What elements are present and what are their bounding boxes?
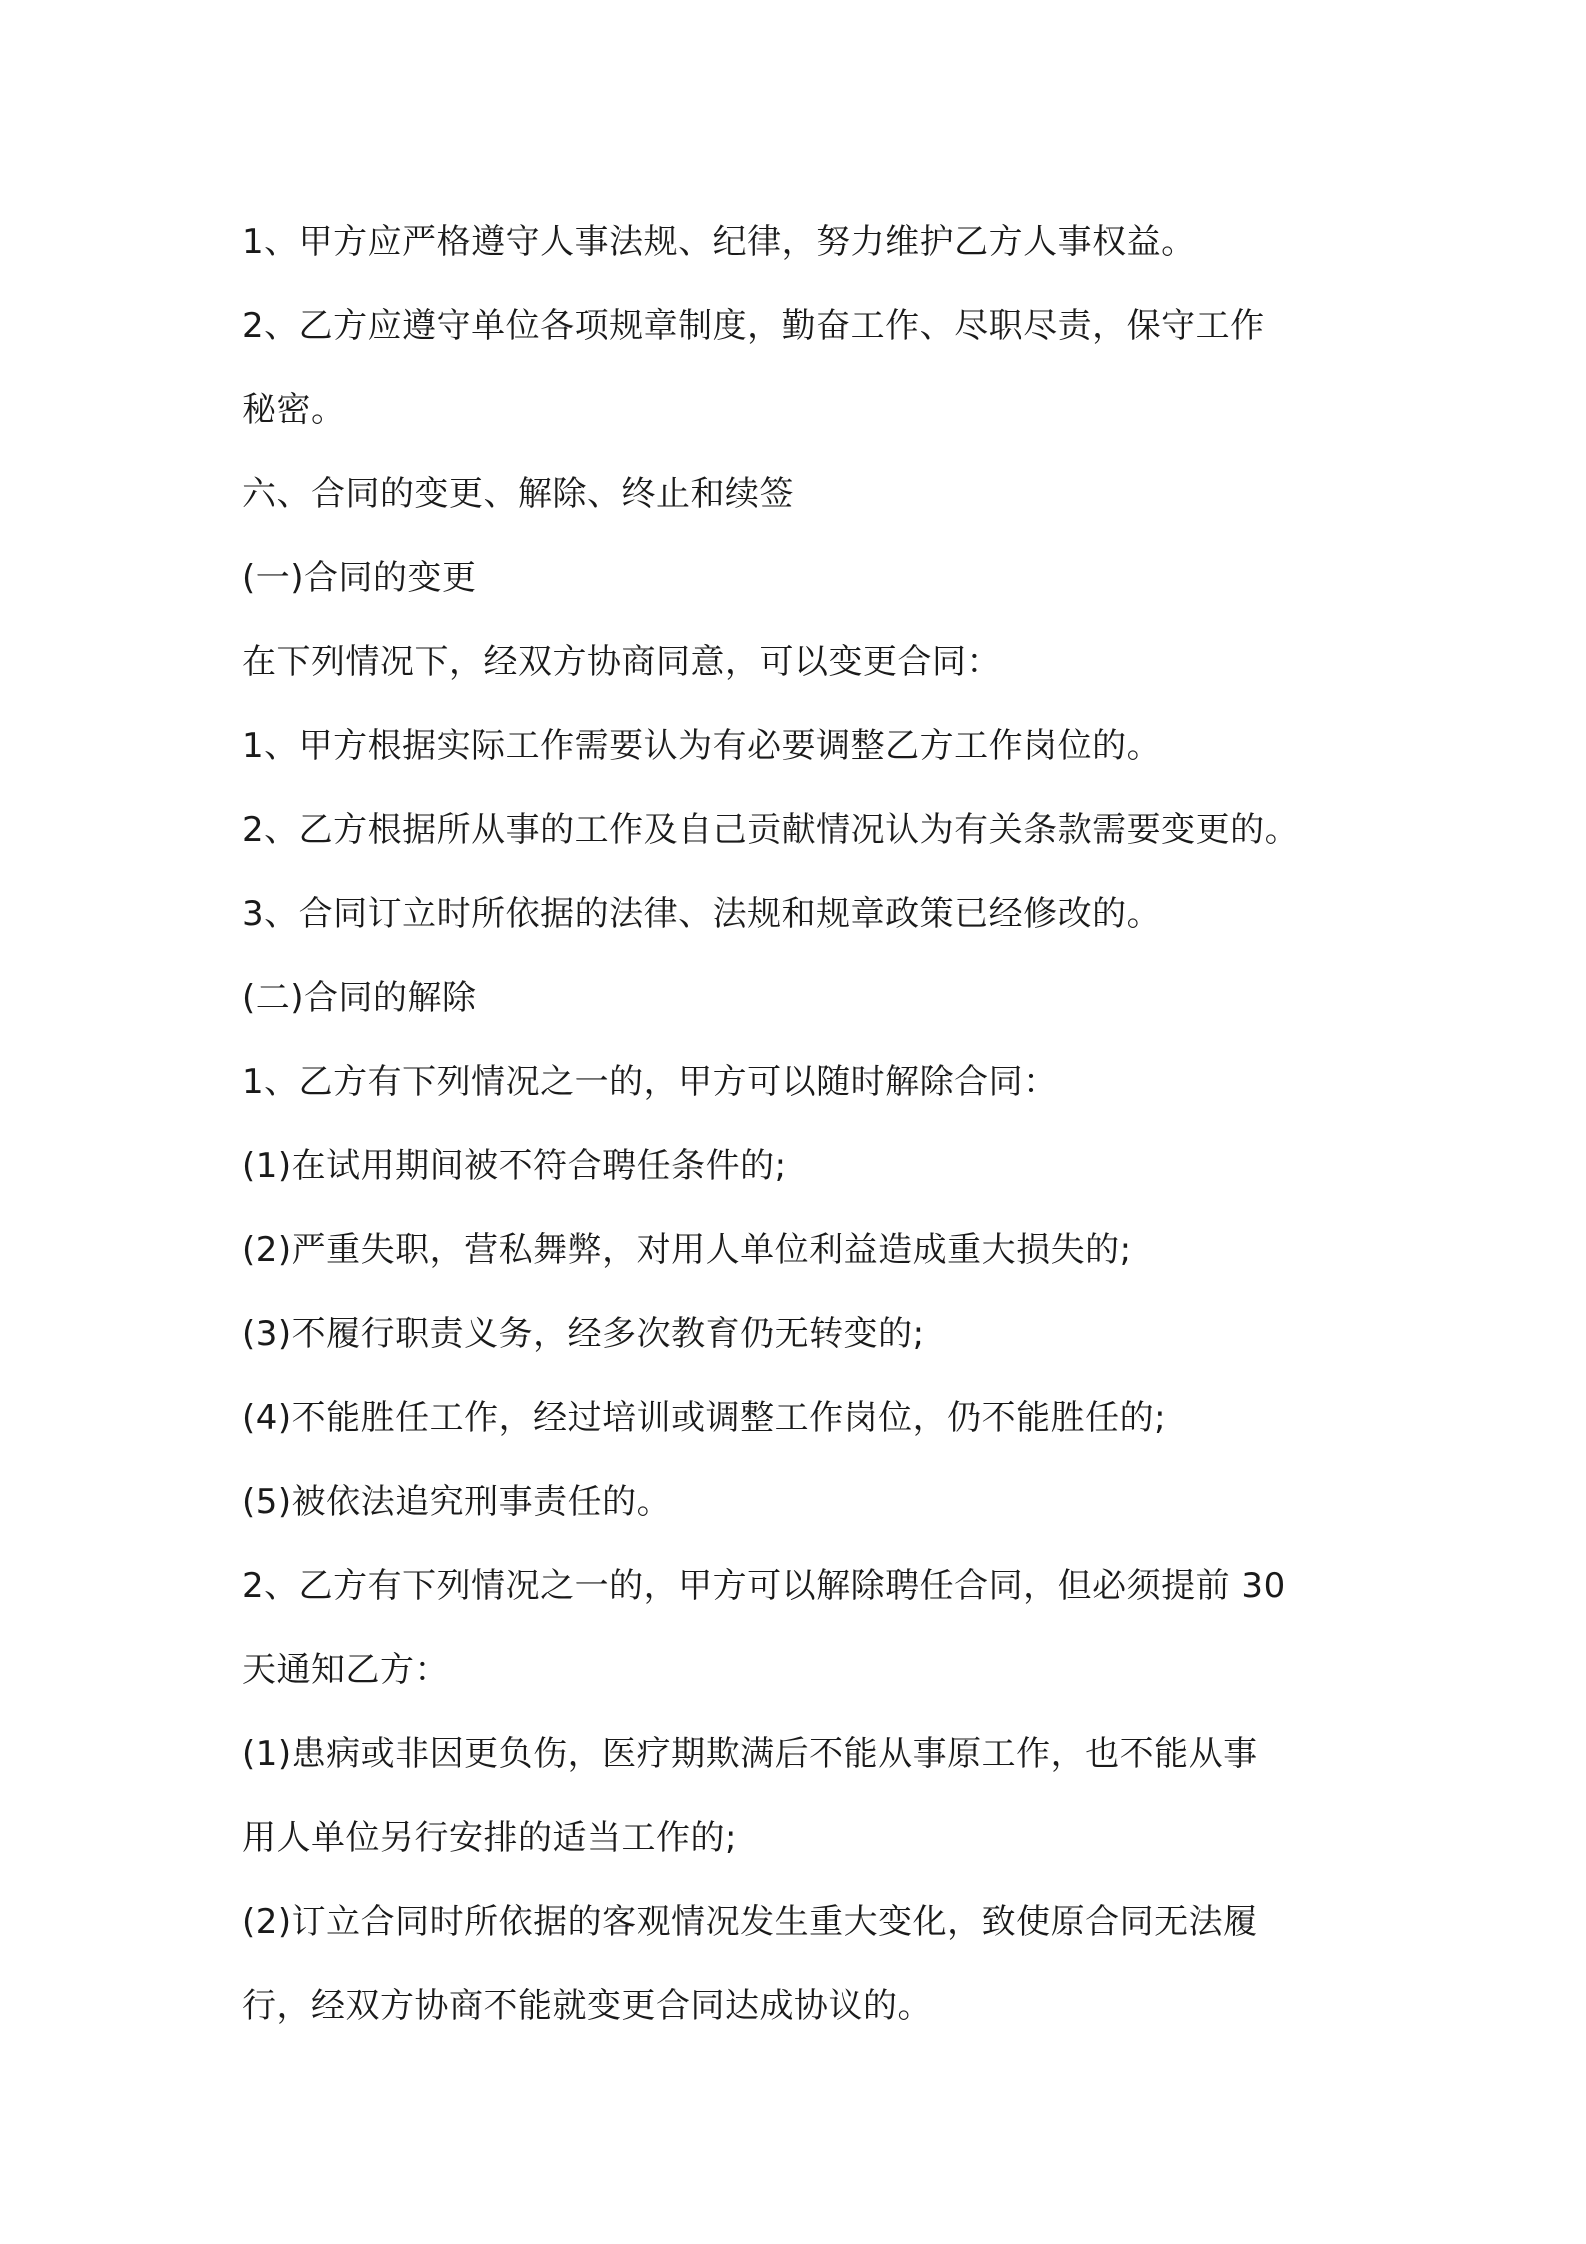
termination-item-1-5: (5)被依法追究刑事责任的。 (242, 1482, 672, 1522)
change-item-1: 1、甲方根据实际工作需要认为有必要调整乙方工作岗位的。 (242, 726, 1162, 766)
termination-item-2-1-cont: 用人单位另行安排的适当工作的; (242, 1818, 737, 1858)
termination-item-2-2-cont: 行，经双方协商不能就变更合同达成协议的。 (242, 1986, 932, 2026)
termination-item-2-1: (1)患病或非因更负伤，医疗期欺满后不能从事原工作，也不能从事 (242, 1734, 1258, 1774)
change-intro: 在下列情况下，经双方协商同意，可以变更合同： (242, 642, 1001, 682)
subsection-heading-change: (一)合同的变更 (242, 558, 477, 598)
termination-item-1-3: (3)不履行职责义务，经多次教育仍无转变的; (242, 1314, 925, 1354)
section-heading-6: 六、合同的变更、解除、终止和续签 (242, 474, 794, 514)
termination-clause-1: 1、乙方有下列情况之一的，甲方可以随时解除合同： (242, 1062, 1058, 1102)
duty-clause-2: 2、乙方应遵守单位各项规章制度，勤奋工作、尽职尽责，保守工作 (242, 306, 1265, 346)
termination-item-1-4: (4)不能胜任工作，经过培训或调整工作岗位，仍不能胜任的; (242, 1398, 1167, 1438)
duty-clause-1: 1、甲方应严格遵守人事法规、纪律，努力维护乙方人事权益。 (242, 222, 1196, 262)
termination-item-2-2: (2)订立合同时所依据的客观情况发生重大变化，致使原合同无法履 (242, 1902, 1258, 1942)
subsection-heading-termination: (二)合同的解除 (242, 978, 477, 1018)
change-item-3: 3、合同订立时所依据的法律、法规和规章政策已经修改的。 (242, 894, 1162, 934)
change-item-2: 2、乙方根据所从事的工作及自己贡献情况认为有关条款需要变更的。 (242, 810, 1300, 850)
duty-clause-2-cont: 秘密。 (242, 390, 346, 430)
document-body (242, 200, 1362, 2048)
termination-item-1-1: (1)在试用期间被不符合聘任条件的; (242, 1146, 787, 1186)
termination-clause-2: 2、乙方有下列情况之一的，甲方可以解除聘任合同，但必须提前 30 (242, 1566, 1286, 1606)
termination-item-1-2: (2)严重失职，营私舞弊，对用人单位利益造成重大损失的; (242, 1230, 1132, 1270)
termination-clause-2-cont: 天通知乙方： (242, 1650, 449, 1690)
